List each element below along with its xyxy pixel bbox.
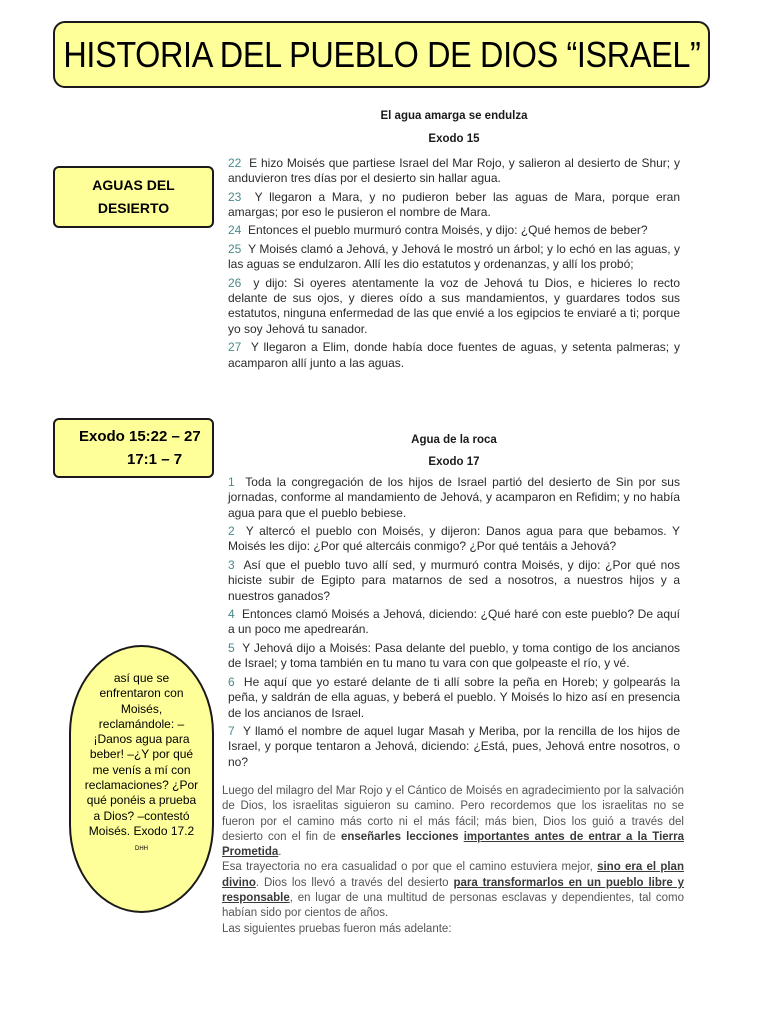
verse-text: Entonces clamó Moisés a Jehová, diciendo: ¿Qué haré con este pueblo? De aquí a un poco me apedrearán. xyxy=(228,607,680,637)
verse xyxy=(228,641,680,672)
verse xyxy=(228,475,680,521)
verse-number: 3 xyxy=(228,557,235,572)
verse-text: Y Moisés clamó a Jehová, y Jehová le mostró un árbol; y lo echó en las aguas, y las aguas se endulzaron. Allí les dio estatutos y ordenanzas, y allí los probó; xyxy=(228,241,681,272)
verse xyxy=(228,607,680,638)
bold-text: enseñarles lecciones xyxy=(340,830,459,843)
verse-text: Así que el pueblo tuvo allí sed, y murmuró contra Moisés, y dijo: ¿Por qué nos hiciste subir de Egipto para matarnos de sed a nosotros, a nuestros hijos y a nuestros ganados? xyxy=(228,557,680,603)
verse-text: Entonces el pueblo murmuró contra Moisés, y dijo: ¿Qué hemos de beber? xyxy=(248,223,648,238)
verse-text: Y llegaron a Mara, y no pudieron beber las aguas de Mara, porque eran amargas; por eso le pusieron el nombre de Mara. xyxy=(228,189,681,220)
verse-number: 4 xyxy=(228,607,235,622)
quote-reference: Exodo 17.2 xyxy=(133,823,195,838)
verse-number: 24 xyxy=(228,223,242,238)
verse xyxy=(228,340,680,371)
underlined-text: para transformarlos en un pueblo libre y responsable xyxy=(222,876,685,905)
verse-list xyxy=(228,475,680,770)
verse xyxy=(228,190,680,221)
verse-number: 5 xyxy=(228,640,235,655)
text: Esa trayectoria no era casualidad o por que el camino estuviera mejor, xyxy=(222,861,593,874)
aguas-box-line2: DESIERTO xyxy=(97,200,170,216)
verse-number: 22 xyxy=(228,155,242,170)
section-heading: Agua de la roca xyxy=(411,434,497,446)
verse-number: 1 xyxy=(228,474,235,489)
section-chapter: Exodo 15 xyxy=(428,133,480,146)
verse-number: 7 xyxy=(228,723,235,738)
verse xyxy=(228,524,680,555)
verse-text: Y llamó el nombre de aquel lugar Masah y Meriba, por la rencilla de los hijos de Israel, y porque tentaron a Jehová, diciendo: ¿Está, pues, Jehová entre nosotros, o no? xyxy=(228,723,680,769)
aguas-box-line1: AGUAS DEL xyxy=(92,177,175,193)
commentary-paragraph: Las siguientes pruebas fueron más adelante: xyxy=(222,922,452,935)
section-chapter: Exodo 17 xyxy=(428,456,480,469)
verse xyxy=(228,276,680,338)
verse xyxy=(228,724,680,770)
verse-text: Y llegaron a Elim, donde había doce fuentes de aguas, y setenta palmeras; y acamparon allí junto a las aguas. xyxy=(228,340,680,370)
verse-list xyxy=(228,156,680,371)
section-heading: El agua amarga se endulza xyxy=(380,110,528,122)
commentary xyxy=(222,784,684,937)
verse xyxy=(228,156,680,187)
section-exodo-15 xyxy=(228,109,680,374)
verse xyxy=(228,675,680,721)
verse xyxy=(228,223,680,238)
title-box xyxy=(53,21,710,88)
text: . xyxy=(278,846,282,859)
text: Luego del milagro del Mar Rojo y el Cántico de Moisés en agradecimiento por la salvación de Dios, los israelitas siguieron su camino. Pero recordemos que los israelitas no se fueron por el camino más corto ni el más fácil; más bien, Dios los guió a través del desierto con el fin de xyxy=(222,785,684,843)
underlined-text: importantes antes de entrar a la Tierra Prometida xyxy=(222,830,685,859)
text: . Dios los llevó a través del desierto xyxy=(255,876,449,889)
verse-number: 27 xyxy=(228,340,242,355)
text: , en lugar de una multitud de personas esclavas y dependientes, tal como habían sido por cientos de años. xyxy=(222,892,684,920)
verse-text: y dijo: Si oyeres atentamente la voz de Jehová tu Dios, e hicieres lo recto delante de sus ojos, y dieres oído a sus mandamientos, y guardares todos sus estatutos, ninguna enfermedad de las que envié a los egipcios te enviaré a ti; porque yo soy Jehová tu sanador. xyxy=(228,275,680,336)
underlined-text: sino era el plan divino xyxy=(222,861,684,889)
verse xyxy=(228,558,680,604)
verse-number: 25 xyxy=(228,241,242,256)
quote-oval xyxy=(69,645,214,913)
verse-text: Toda la congregación de los hijos de Israel partió del desierto de Sin por sus jornadas, conforme al mandamiento de Jehová, y acamparon en Refidim; y no había agua para que el pueblo bebiese. xyxy=(228,474,680,520)
verse-number: 6 xyxy=(228,674,235,689)
exodo-box-line1: Exodo 15:22 – 27 xyxy=(79,428,201,445)
verse-text: E hizo Moisés que partiese Israel del Mar Rojo, y salieron al desierto de Shur; y anduvieron tres días por el desierto sin hallar agua. xyxy=(228,155,681,186)
exodo-box-line2: 17:1 – 7 xyxy=(127,451,183,468)
exodo-reference-box xyxy=(53,418,214,478)
commentary-paragraph xyxy=(222,860,684,921)
page-title: HISTORIA DEL PUEBLO DE DIOS “ISRAEL” xyxy=(62,33,701,75)
verse-text: Y altercó el pueblo con Moisés, y dijeron: Danos agua para que bebamos. Y Moisés les dijo: ¿Por qué altercáis conmigo? ¿Por qué tentáis a Jehová? xyxy=(228,524,681,554)
verse-number: 2 xyxy=(228,524,235,539)
verse-number: 26 xyxy=(228,275,242,290)
quote-source: DHH xyxy=(135,846,148,853)
commentary-paragraph xyxy=(222,784,684,860)
section-exodo-17 xyxy=(228,433,680,773)
quote-text: así que se enfrentaron con Moisés, reclamándole: –¡Danos agua para beber! –¿Y por qué me venís a mí con reclamaciones? ¿Por qué ponéis a prueba a Dios? –contestó Moisés. xyxy=(84,671,199,838)
verse-text: He aquí que yo estaré delante de ti allí sobre la peña en Horeb; y golpearás la peña, y saldrán de ella aguas, y beberá el pueblo. Y Moisés lo hizo así en presencia de los ancianos de Israel. xyxy=(228,674,680,720)
aguas-del-desierto-box xyxy=(53,166,214,228)
verse xyxy=(228,242,680,273)
verse-text: Y Jehová dijo a Moisés: Pasa delante del pueblo, y toma contigo de los ancianos de Israel; y toma también en tu mano tu vara con que golpeaste el río, y vé. xyxy=(228,640,681,671)
verse-number: 23 xyxy=(228,189,242,204)
